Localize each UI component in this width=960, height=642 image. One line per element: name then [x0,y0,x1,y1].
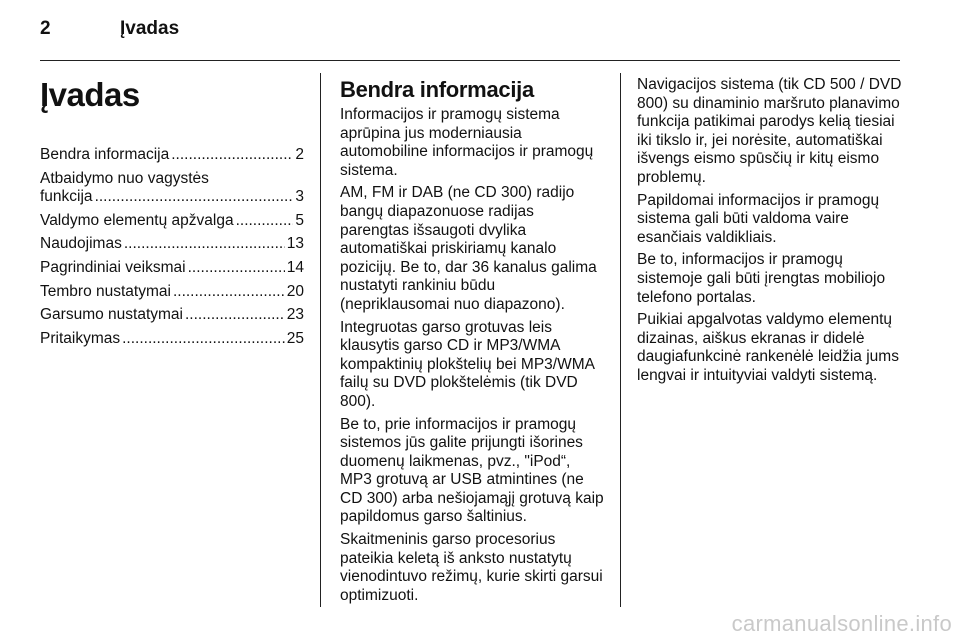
toc-entry-page: 23 [286,306,304,324]
toc-entry[interactable] [40,170,304,207]
toc-entry-label: Bendra informacija [40,146,170,163]
toc-entry-page: 5 [295,211,304,229]
toc-entry-label-line: Atbaidymo nuo vagystės [40,169,209,187]
toc-entry-label: funkcija [40,188,93,206]
body-paragraph: Skaitmeninis garso procesorius pateikia keletą iš anksto nustatytų vienodintuvo režimų, kurie skirti garsui optimizuoti. [340,531,603,604]
toc-leader-dots [124,235,285,254]
watermark: carmanualsonline.info [731,611,952,636]
toc-entry[interactable] [40,235,304,254]
toc-entry[interactable] [40,306,304,325]
toc-entry-label: Pritaikymas [40,329,121,347]
toc-entry[interactable] [40,330,304,349]
body-paragraph: Be to, prie informacijos ir pramogų sistemos jūs galite prijungti išorines duomenų laikmenas, pvz., "iPod“, MP3 grotuvą ar USB atmintines (ne CD 300) arba nešiojamąjį grotuvą kaip papildomus garso šaltinius. [340,415,604,526]
toc-entry-label: Naudojimas [40,235,122,253]
toc-entry-page: 13 [286,235,304,253]
toc-entry-page: 2 [295,146,304,163]
toc-entry-label: Tembro nustatymai [40,282,171,300]
toc-entry-page: 20 [286,282,304,300]
toc-column [40,76,304,353]
body-column-middle [340,76,606,609]
toc-entry[interactable] [40,212,304,231]
body-paragraph: Be to, informacijos ir pramogų sistemoje gali būti įrengtas mobiliojo telefono portalas. [637,251,886,306]
body-paragraph: AM, FM ir DAB (ne CD 300) radijo bangų diapazonuose radijas parengtas išsaugoti dvylika automatiškai priskiriamų kanalo pozicijų. Be to, dar 36 kanalus galima nustatyti rankiniu būdu (nepriklausomai nuo diapazono). [340,184,597,313]
body-paragraph: Puikiai apgalvotas valdymo elementų dizainas, aiškus ekranas ir didelė daugiafunkcinė rankenėlė leidžia jums lengvai ir intuityviai valdyti sistemą. [637,311,899,384]
toc-leader-dots [173,283,285,302]
section-title: Bendra informacija [340,77,534,102]
toc-entry-label: Pagrindiniai veiksmai [40,258,186,276]
running-title: Įvadas [120,18,180,39]
column-divider-right [620,73,621,607]
page-number: 2 [40,18,51,39]
toc-entry-label: Valdymo elementų apžvalga [40,211,234,229]
body-paragraph: Informacijos ir pramogų sistema aprūpina jus moderniausia automobiline informacijos ir pramogų sistema. [340,106,594,179]
toc-leader-dots [122,330,285,349]
toc-leader-dots [236,212,294,231]
chapter-title: Įvadas [40,76,140,113]
toc-leader-dots [171,146,293,165]
toc-entry-page: 25 [286,329,304,347]
table-of-contents [40,146,304,348]
body-column-right [637,76,907,390]
page-header [40,18,920,46]
column-divider-left [320,73,321,607]
toc-leader-dots [188,259,285,278]
toc-entry-page: 14 [286,258,304,276]
body-paragraph: Navigacijos sistema (tik CD 500 / DVD 800) su dinaminio maršruto planavimo funkcija patikimai parodys kelią tiesiai iki tikslo ir, jei norėsite, automatiškai išvengs eismo spūsčių ir kitų eismo problemų. [637,76,902,186]
toc-entry[interactable] [40,259,304,278]
toc-entry-page: 3 [295,188,304,206]
body-paragraph: Integruotas garso grotuvas leis klausytis garso CD ir MP3/WMA kompaktinių plokštelių bei MP3/WMA failų su DVD plokštelėmis (tik DVD 800). [340,318,595,410]
body-paragraph: Papildomai informacijos ir pramogų sistema gali būti valdoma vaire esančiais valdikliais. [637,191,880,246]
toc-entry[interactable] [40,283,304,302]
toc-entry-label: Garsumo nustatymai [40,306,183,324]
toc-entry[interactable] [40,146,304,165]
toc-leader-dots [185,306,285,325]
header-rule [40,60,900,61]
toc-leader-dots [95,188,294,207]
